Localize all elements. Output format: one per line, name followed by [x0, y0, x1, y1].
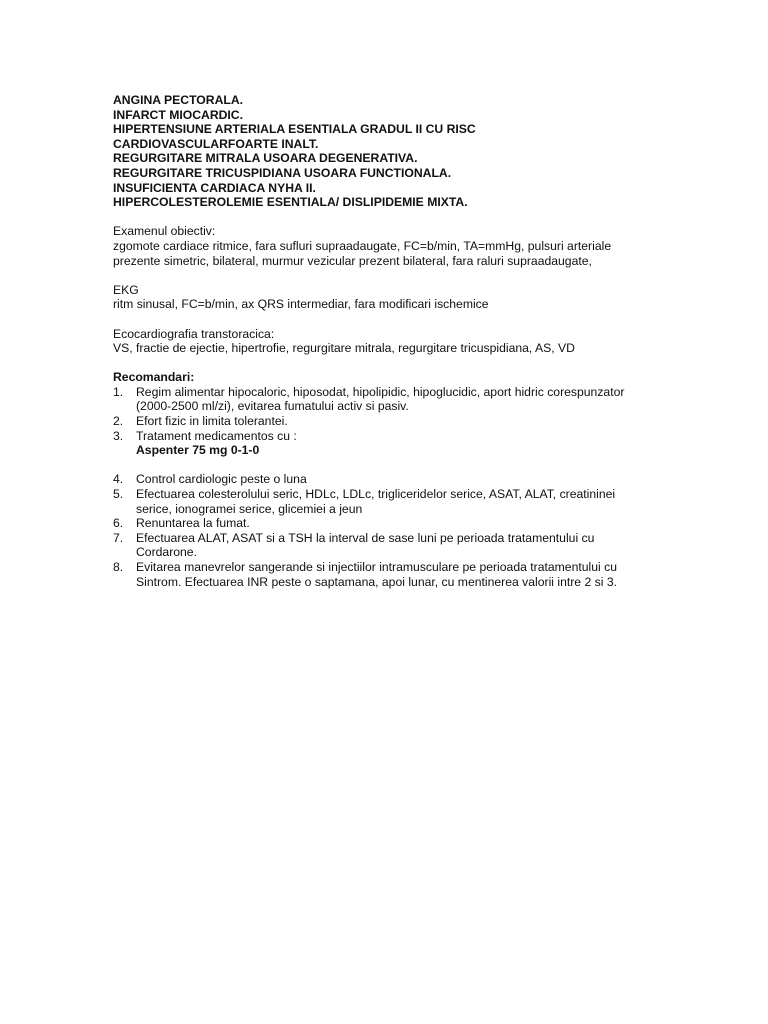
exam-text-line: prezente simetric, bilateral, murmur vezicular prezent bilateral, fara raluri supraadaugate,: [113, 253, 592, 268]
list-item-text: [136, 414, 653, 429]
list-item-line: Tratament medicamentos cu :: [136, 428, 297, 443]
list-item-number: 2.: [113, 414, 124, 429]
list-item: [113, 487, 653, 516]
list-item-text: [136, 472, 653, 487]
list-item-text: [136, 385, 653, 414]
list-item-line: Efort fizic in limita tolerantei.: [136, 414, 288, 429]
blank-line: [113, 356, 653, 371]
blank-line: [113, 458, 653, 473]
list-item-line: Sintrom. Efectuarea INR peste o saptamana, apoi lunar, cu mentinerea valorii intre 2 si 3.: [136, 574, 617, 589]
list-item-text: [136, 429, 653, 444]
diagnosis-line: HIPERTENSIUNE ARTERIALA ESENTIALA GRADUL II CU RISC: [113, 122, 476, 137]
echo-section: [113, 327, 653, 356]
list-item-text: [136, 531, 653, 560]
diagnosis-line: INFARCT MIOCARDIC.: [113, 107, 243, 122]
list-item-line: serice, ionogramei serice, glicemiei a jeun: [136, 501, 363, 516]
exam-title: Examenul obiectiv:: [113, 224, 216, 239]
exam-text-line: zgomote cardiace ritmice, fara sufluri supraadaugate, FC=b/min, TA=mmHg, pulsuri arteriale: [113, 238, 612, 253]
list-item-number: 4.: [113, 472, 124, 487]
list-item: [113, 560, 653, 589]
echo-title: Ecocardiografia transtoracica:: [113, 326, 275, 341]
list-item-text: [136, 516, 653, 531]
diagnosis-line: REGURGITARE MITRALA USOARA DEGENERATIVA.: [113, 151, 418, 166]
exam-section: [113, 224, 653, 268]
recommendations-list: [113, 385, 653, 589]
diagnosis-line: INSUFICIENTA CARDIACA NYHA II.: [113, 180, 316, 195]
diagnosis-line: CARDIOVASCULARFOARTE INALT.: [113, 136, 319, 151]
list-item-number: 6.: [113, 516, 124, 531]
echo-text-line: VS, fractie de ejectie, hipertrofie, regurgitare mitrala, regurgitare tricuspidiana, AS, VD: [113, 341, 575, 356]
list-item-text: [136, 487, 653, 516]
ekg-text-line: ritm sinusal, FC=b/min, ax QRS intermediar, fara modificari ischemice: [113, 297, 489, 312]
list-item-line: Efectuarea colesterolului seric, HDLc, LDLc, trigliceridelor serice, ASAT, ALAT, creatininei: [136, 487, 616, 502]
list-item-line: Control cardiologic peste o luna: [136, 472, 307, 487]
document-page: [113, 93, 653, 589]
diagnosis-line: HIPERCOLESTEROLEMIE ESENTIALA/ DISLIPIDEMIE MIXTA.: [113, 195, 468, 210]
list-item-number: 3.: [113, 428, 124, 443]
diagnosis-line: ANGINA PECTORALA.: [113, 93, 244, 107]
list-item-line: Regim alimentar hipocaloric, hiposodat, hipolipidic, hipoglucidic, aport hidric corespunzator: [136, 384, 625, 399]
list-item-number: 8.: [113, 560, 124, 574]
ekg-section: [113, 283, 653, 312]
list-item-line: Efectuarea ALAT, ASAT si a TSH la interval de sase luni pe perioada tratamentului cu: [136, 530, 595, 545]
list-item-line: (2000-2500 ml/zi), evitarea fumatului activ si pasiv.: [136, 399, 409, 414]
list-item-number: 5.: [113, 487, 124, 502]
list-item-number: 7.: [113, 530, 124, 545]
list-item-number: 1.: [113, 384, 124, 399]
diagnosis-line: REGURGITARE TRICUSPIDIANA USOARA FUNCTIONALA.: [113, 165, 452, 180]
list-item-line: Renuntarea la fumat.: [136, 516, 250, 531]
medication-line: Aspenter 75 mg 0-1-0: [136, 443, 260, 458]
ekg-title: EKG: [113, 282, 139, 297]
list-item: [113, 531, 653, 560]
list-item: [113, 472, 653, 487]
list-item: [113, 429, 653, 444]
list-item: [113, 414, 653, 429]
diagnosis-list: [113, 93, 653, 210]
recommendations-title: Recomandari:: [113, 370, 195, 385]
list-item: [113, 385, 653, 414]
list-item-line: Cordarone.: [136, 545, 197, 560]
list-item-text: [136, 560, 653, 589]
list-item: [113, 516, 653, 531]
list-item-line: Evitarea manevrelor sangerande si injectiilor intramusculare pe perioada tratamentului cu: [136, 560, 617, 574]
